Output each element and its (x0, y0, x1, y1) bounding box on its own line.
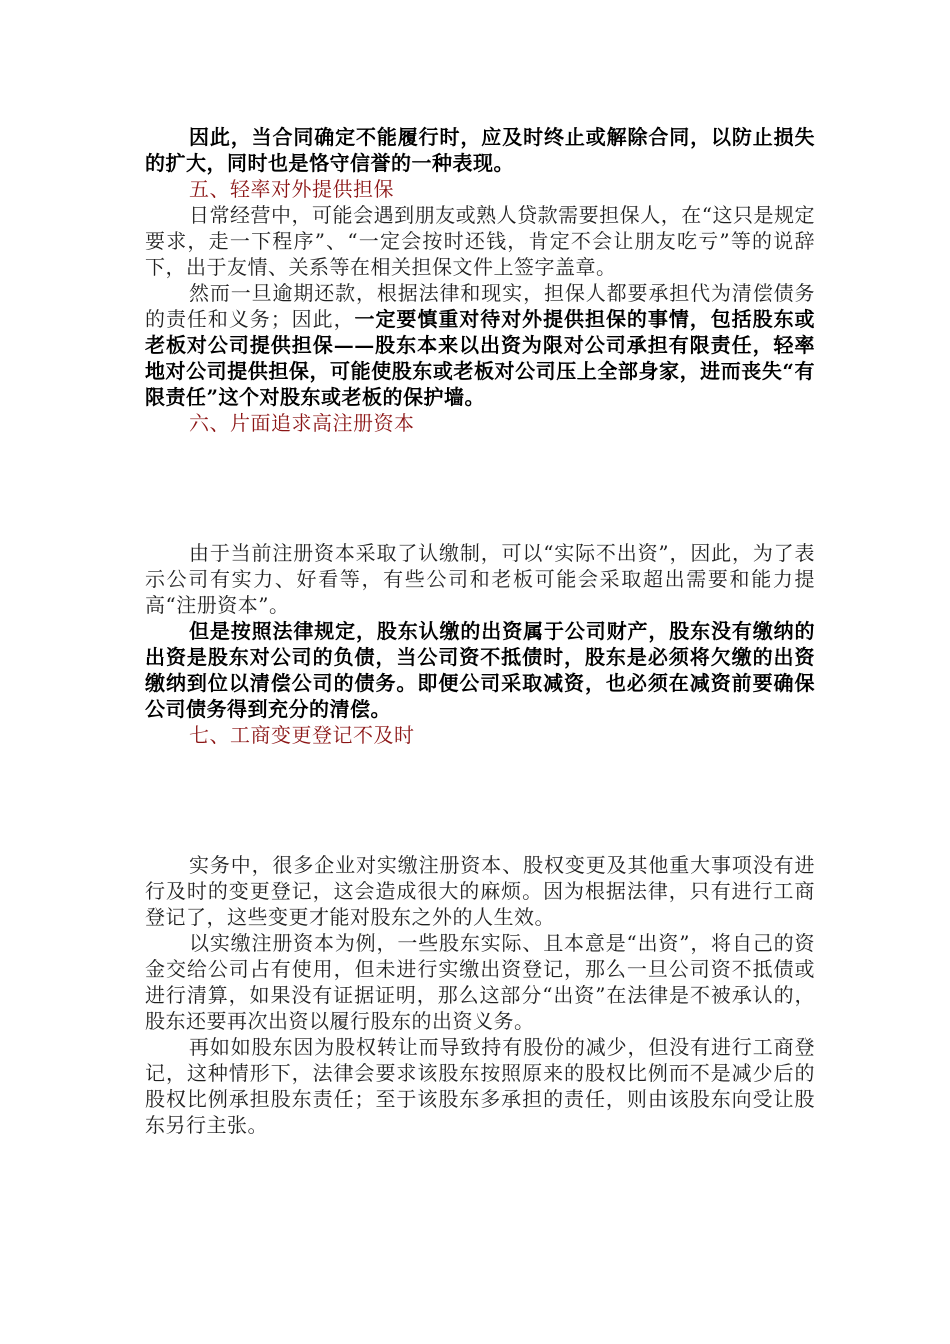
heading-section-6: 六、片面追求高注册资本 (189, 411, 415, 435)
guarantee-risk-bold-text: 一定要慎重对待对外提供担保的事情，包括股东或老板对公司提供担保——股东本来以出资为限对公司承担有限责任，轻率地对公司提供担保，可能使股东或老板对公司压上全部身家，进而丧失“有限责任”这个对股东或老板的保护墙。 (145, 307, 816, 409)
heading-section-5: 五、轻率对外提供担保 (189, 177, 394, 201)
paragraph-equity-transfer-example: 再如如股东因为股权转让而导致持有股份的减少，但没有进行工商登记，这种情形下，法律会要求该股东按照原来的股权比例而不是减少后的股权比例承担股东责任；至于该股东多承担的责任，则由该股东向受让股东另行主张。 (145, 1035, 815, 1137)
paragraph-guarantee-risk (145, 280, 815, 410)
document-body (145, 124, 815, 1138)
paragraph-registered-capital: 由于当前注册资本采取了认缴制，可以“实际不出资”，因此，为了表示公司有实力、好看等，有些公司和老板可能会采取超出需要和能力提高“注册资本”。 (145, 541, 815, 617)
paragraph-registration-practice: 实务中，很多企业对实缴注册资本、股权变更及其他重大事项没有进行及时的变更登记，这会造成很大的麻烦。因为根据法律，只有进行工商登记了，这些变更才能对股东之外的人生效。 (145, 853, 815, 929)
paragraph-guarantee-scenario: 日常经营中，可能会遇到朋友或熟人贷款需要担保人，在“这只是规定要求，走一下程序”、“一定会按时还钱，肯定不会让朋友吃亏”等的说辞下，出于友情、关系等在相关担保文件上签字盖章。 (145, 203, 815, 279)
paragraph-capital-law: 但是按照法律规定，股东认缴的出资属于公司财产，股东没有缴纳的出资是股东对公司的负债，当公司资不抵债时，股东是必须将欠缴的出资缴纳到位以清偿公司的债务。即便公司采取减资，也必须在减资前要确保公司债务得到充分的清偿。 (145, 619, 815, 721)
paragraph-paid-capital-example: 以实缴注册资本为例，一些股东实际、且本意是“出资”，将自己的资金交给公司占有使用，但未进行实缴出资登记，那么一旦公司资不抵债或进行清算，如果没有证据证明，那么这部分“出资”在法律是不被承认的，股东还要再次出资以履行股东的出资义务。 (145, 931, 815, 1033)
guarantee-risk-normal-text: 然而一旦逾期还款，根据法律和现实，担保人都要承担代为清偿债务的责任和义务；因此， (145, 281, 815, 331)
blank-space (145, 436, 815, 540)
blank-space (145, 748, 815, 852)
paragraph-contract-termination: 因此，当合同确定不能履行时，应及时终止或解除合同，以防止损失的扩大，同时也是恪守信誉的一种表现。 (145, 125, 815, 175)
heading-section-7: 七、工商变更登记不及时 (189, 723, 415, 747)
